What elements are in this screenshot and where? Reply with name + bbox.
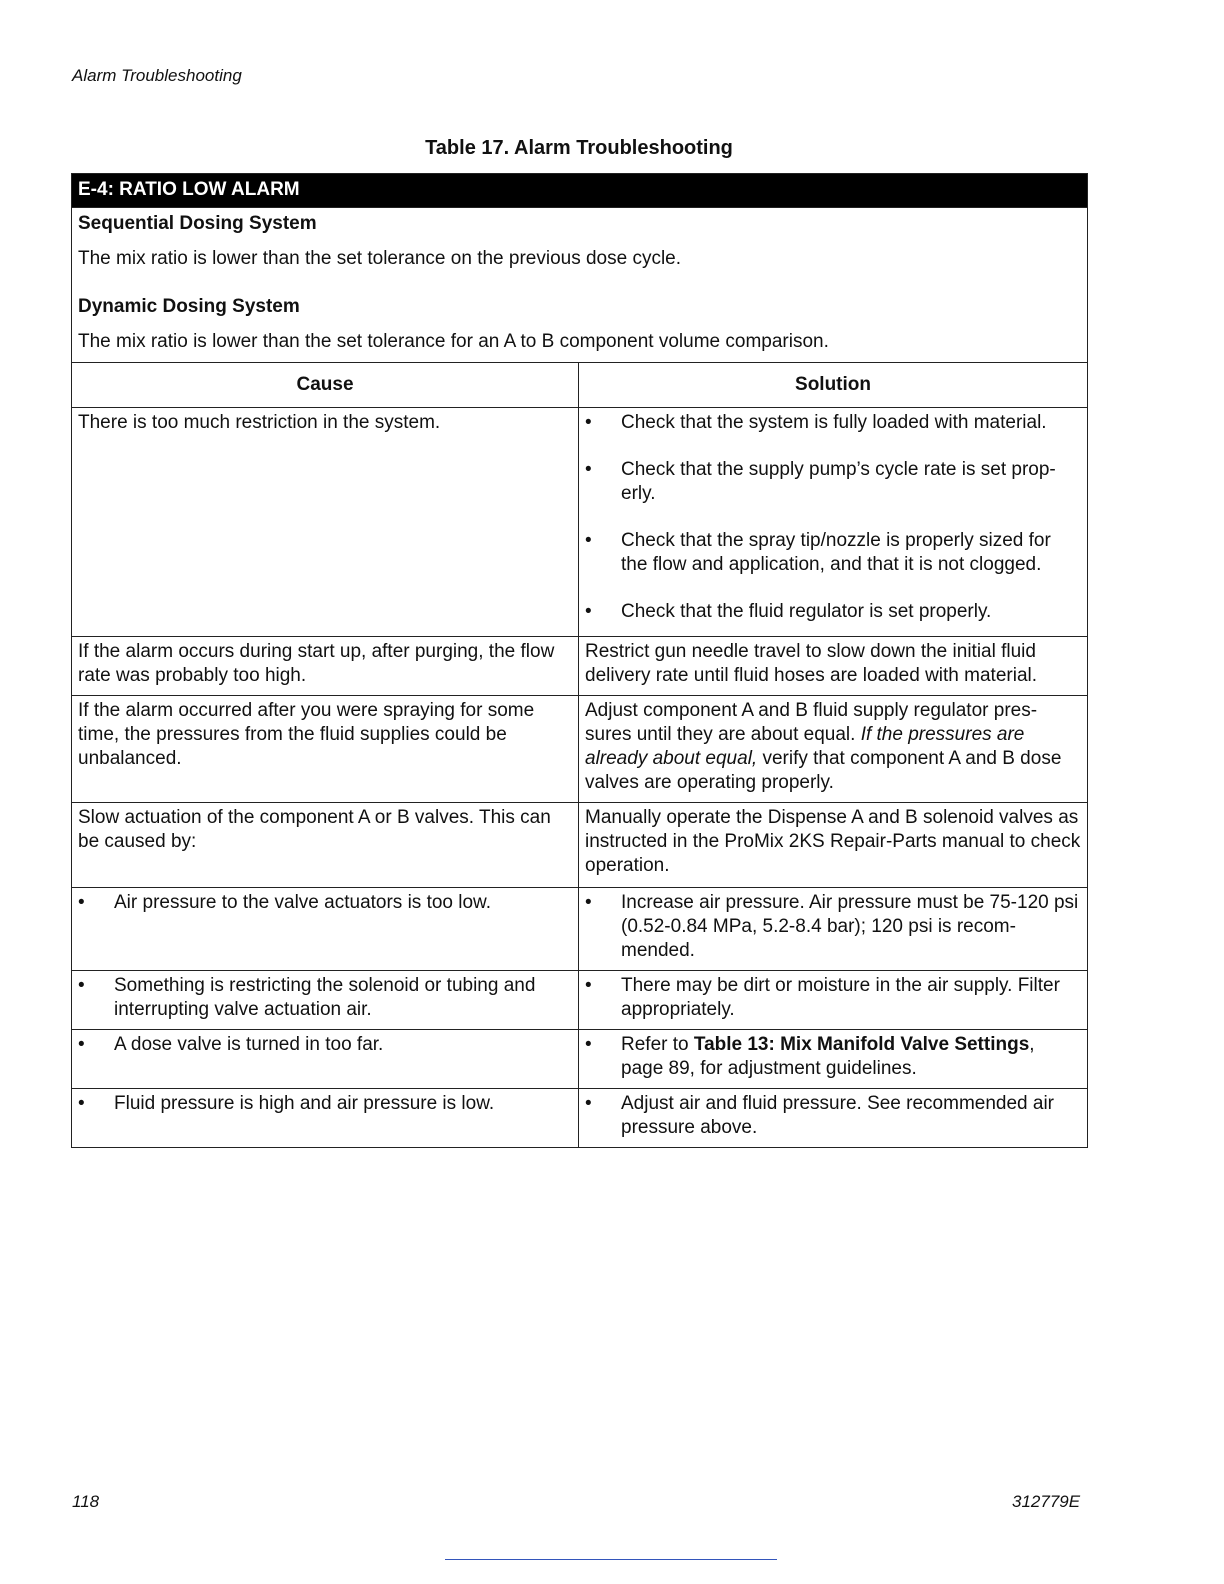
list-item: • Check that the system is fully loaded with material. (585, 412, 1047, 433)
cause-cell: Slow actuation of the component A or B valves. This can be caused by: (72, 803, 579, 888)
table-row (72, 803, 1088, 888)
cause-cell: If the alarm occurred after you were spraying for some time, the pressures from the fluid supplies could be unbalanced. (72, 696, 579, 803)
solution-cell: • Refer to Table 13: Mix Manifold Valve Settings, page 89, for adjustment guidelines. (579, 1030, 1088, 1089)
sequential-text: The mix ratio is lower than the set tolerance on the previous dose cycle. (78, 248, 682, 269)
alarm-title: E-4: RATIO LOW ALARM (72, 174, 1088, 208)
cause-cell: • Air pressure to the valve actuators is too low. (72, 888, 579, 971)
cause-cell: If the alarm occurs during start up, after purging, the flow rate was probably too high. (72, 637, 579, 696)
bullet-icon: • (78, 1034, 85, 1055)
table-row (72, 1089, 1088, 1148)
table-row (72, 1030, 1088, 1089)
running-header: Alarm Troubleshooting (72, 66, 242, 85)
cause-cell: There is too much restriction in the system. (72, 408, 579, 637)
bullet-icon: • (585, 459, 592, 480)
bullet-icon: • (585, 412, 592, 433)
cause-cell: • Something is restricting the solenoid or tubing and interrupting valve actuation air. (72, 971, 579, 1030)
table-row (72, 637, 1088, 696)
cause-cell: • Fluid pressure is high and air pressure is low. (72, 1089, 579, 1148)
bottom-rule (445, 1559, 777, 1560)
cause-cell: • A dose valve is turned in too far. (72, 1030, 579, 1089)
solution-cell: Adjust component A and B fluid supply regulator pres-sures until they are about equal. If the pressures are already about equal, verify that component A and B dose valves are operating properly. (579, 696, 1088, 803)
dynamic-heading: Dynamic Dosing System (78, 296, 300, 317)
solution-cell: • Adjust air and fluid pressure. See recommended air pressure above. (579, 1089, 1088, 1148)
page-number: 118 (72, 1492, 100, 1511)
bullet-icon: • (585, 530, 592, 551)
alarm-description (72, 208, 1088, 363)
solution-cell: • Increase air pressure. Air pressure must be 75-120 psi (0.52-0.84 MPa, 5.2-8.4 bar); 120 psi is recom-mended. (579, 888, 1088, 971)
bullet-icon: • (78, 892, 85, 913)
document-number: 312779E (1012, 1492, 1081, 1511)
bullet-icon: • (585, 892, 592, 913)
table-caption: Table 17. Alarm Troubleshooting (425, 137, 733, 159)
list-item: • Check that the fluid regulator is set properly. (585, 601, 992, 622)
bullet-icon: • (585, 1093, 592, 1114)
list-item: • Check that the spray tip/nozzle is properly sized for the flow and application, and that it is not clogged. (585, 530, 1051, 575)
cause-column-header: Cause (72, 363, 579, 408)
bullet-icon: • (585, 975, 592, 996)
alarm-troubleshooting-table (71, 173, 1088, 1148)
table-row (72, 971, 1088, 1030)
bullet-icon: • (585, 601, 592, 622)
bullet-icon: • (585, 1034, 592, 1055)
solution-cell: • There may be dirt or moisture in the air supply. Filter appropriately. (579, 971, 1088, 1030)
bullet-icon: • (78, 1093, 85, 1114)
dynamic-text: The mix ratio is lower than the set tolerance for an A to B component volume comparison. (78, 331, 829, 352)
bullet-icon: • (78, 975, 85, 996)
sequential-heading: Sequential Dosing System (78, 213, 317, 234)
solution-cell: Manually operate the Dispense A and B solenoid valves as instructed in the ProMix 2KS Repair-Parts manual to check operation. (579, 803, 1088, 888)
solution-cell: Restrict gun needle travel to slow down the initial fluid delivery rate until fluid hoses are loaded with material. (579, 637, 1088, 696)
table-reference-link: Table 13: Mix Manifold Valve Settings (693, 1034, 1030, 1055)
list-item: • Check that the supply pump’s cycle rate is set prop-erly. (585, 459, 1056, 504)
solution-cell (579, 408, 1088, 637)
solution-column-header: Solution (579, 363, 1088, 408)
table-row (72, 696, 1088, 803)
table-row (72, 888, 1088, 971)
table-row (72, 408, 1088, 637)
